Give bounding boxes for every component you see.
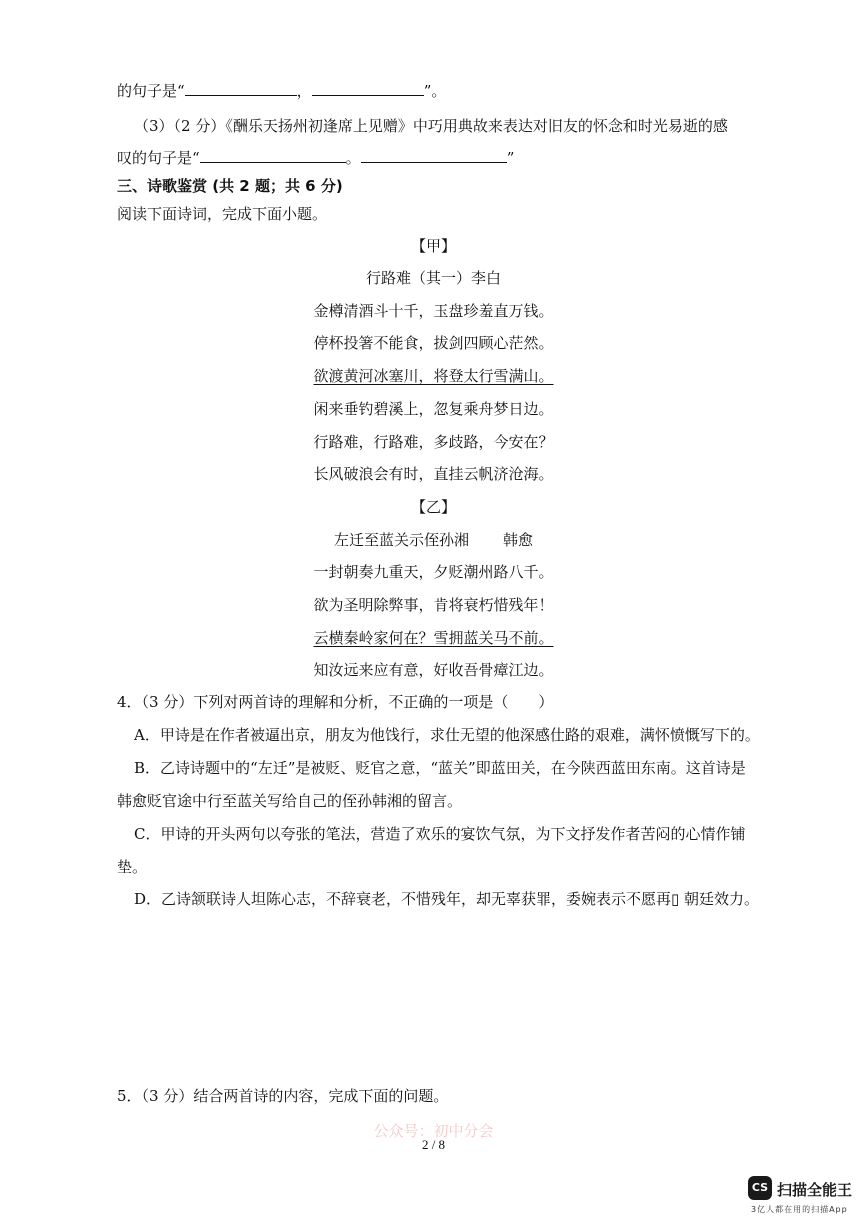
poem-a-title: 行路难（其一）李白: [365, 269, 501, 287]
poem-a-line: 金樽清酒斗十千，玉盘珍羞直万钱。: [313, 302, 554, 320]
q4-option-a: A．甲诗是在作者被逼出京，朋友为他饯行，求仕无望的他深感仕路的艰难，满怀愤慨写下的。: [134, 726, 760, 744]
q4-stem: [117, 691, 553, 712]
q4-option-b-line-1: B．乙诗诗题中的“左迁”是被贬、贬官之意，“蓝关”即蓝田关，在今陕西蓝田东南。这首诗是: [134, 759, 746, 777]
q3-blank-1: [200, 148, 346, 163]
poem-a-line: 长风破浪会有时，直挂云帆济沧海。: [313, 465, 554, 483]
q2-suffix: ”。: [423, 82, 447, 100]
q2-answer-line: [117, 80, 446, 101]
q4-option-c-line-2: 垫。: [117, 858, 148, 876]
q3-line-1: （3）（2 分）《酬乐天扬州初逢席上见赠》中巧用典故来表达对旧友的怀念和时光易逝的感: [134, 117, 728, 135]
section-instruction: 阅读下面诗词，完成下面小题。: [117, 205, 328, 223]
watermark-text: 公众号：初中分会: [373, 1122, 494, 1140]
poem-b-line: 一封朝奏九重天，夕贬潮州路八千。: [313, 563, 554, 581]
page-number: 2 / 8: [421, 1137, 446, 1152]
q2-sep: ，: [296, 82, 312, 100]
poem-b-line: 欲为圣明除弊事，肯将衰朽惜残年！: [313, 596, 554, 614]
section-title: 三、诗歌鉴赏 (共 2 题；共 6 分): [117, 177, 343, 195]
poem-a-line: 停杯投箸不能食，拔剑四顾心茫然。: [313, 334, 554, 352]
poem-a-line-wrap: [0, 365, 867, 386]
q2-blank-2: [312, 81, 424, 96]
poem-a-line-underlined: 欲渡黄河冰塞川，将登太行雪满山。: [313, 367, 554, 385]
q2-blank-1: [185, 81, 297, 96]
poem-b-title: 左迁至蓝关示侄孙湘: [333, 531, 469, 549]
q2-prefix: 的句子是“: [117, 82, 185, 100]
q4-option-b-line-2: 韩愈贬官途中行至蓝关写给自己的侄孙韩湘的留言。: [117, 792, 463, 810]
q4-stem-end: ）: [538, 693, 554, 711]
q4-stem-text: 4．（3 分）下列对两首诗的理解和分析，不正确的一项是（: [117, 693, 509, 711]
q3-blank-2: [361, 148, 507, 163]
q3-sep: 。: [345, 149, 361, 167]
poem-a-label: 【甲】: [410, 237, 456, 255]
q3-suffix: ”: [506, 149, 515, 167]
poem-b-author: 韩愈: [503, 531, 534, 549]
q3-answer-line: [117, 147, 514, 168]
poem-b-line-wrap: [0, 627, 867, 648]
poem-b-line: 知汝远来应有意，好收吾骨瘴江边。: [313, 661, 554, 679]
poem-a-line: 闲来垂钓碧溪上，忽复乘舟梦日边。: [313, 400, 554, 418]
brand-tagline: 3亿人都在用的扫描App: [751, 1205, 848, 1214]
q3-prefix: 叹的句子是“: [117, 149, 200, 167]
brand-name: 扫描全能王: [777, 1181, 853, 1199]
q4-option-d: D．乙诗颔联诗人坦陈心志，不辞衰老，不惜残年，却无辜获罪，委婉表示不愿再▯ 朝廷效力。: [134, 890, 760, 908]
poem-b-heading: [0, 529, 867, 550]
q5-stem: 5．（3 分）结合两首诗的内容，完成下面的问题。: [117, 1087, 449, 1105]
q4-option-c-line-1: C．甲诗的开头两句以夸张的笔法，营造了欢乐的宴饮气氛，为下文抒发作者苦闷的心情作铺: [134, 825, 746, 843]
camscanner-logo-icon: CS: [748, 1176, 772, 1200]
poem-a-line: 行路难，行路难，多歧路，今安在？: [313, 433, 554, 451]
poem-b-label: 【乙】: [410, 498, 456, 516]
poem-b-line-underlined: 云横秦岭家何在？雪拥蓝关马不前。: [313, 629, 554, 647]
